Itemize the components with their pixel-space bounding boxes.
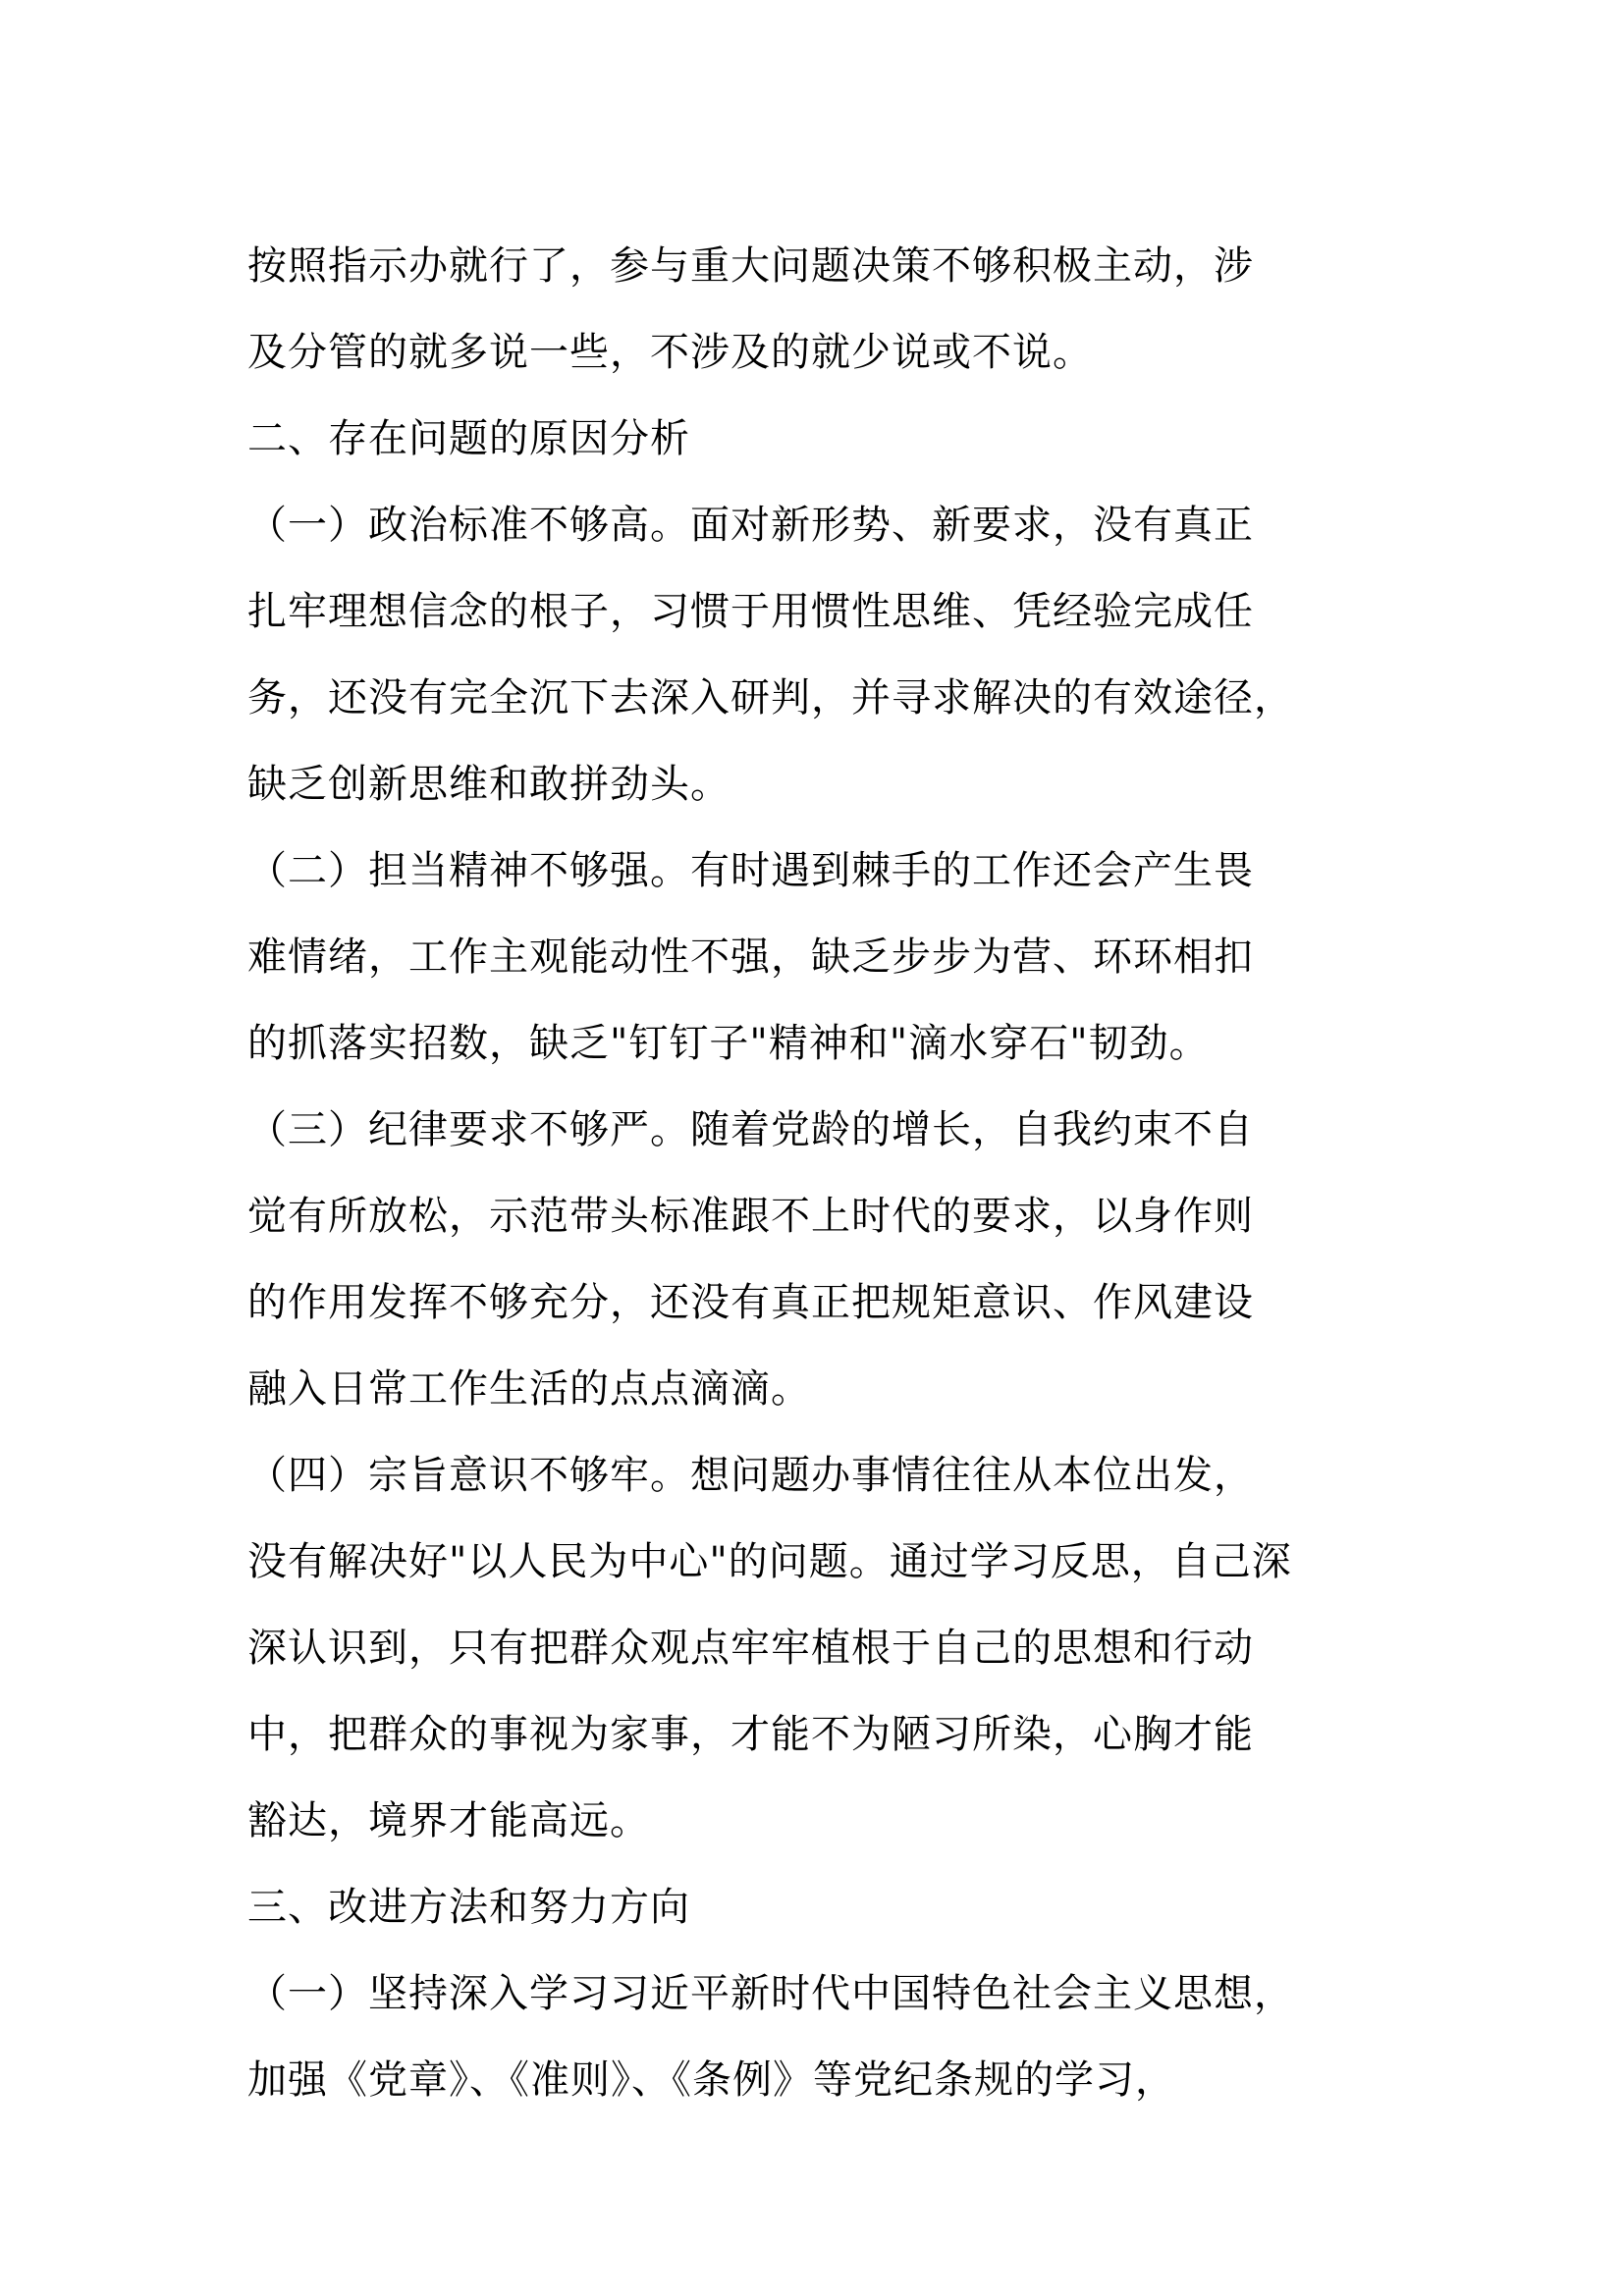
- text-line: 豁达，境界才能高远。: [247, 1798, 650, 1843]
- text-line: 难情绪，工作主观能动性不强，缺乏步步为营、环环相扣: [247, 934, 1254, 980]
- text-line: （一）坚持深入学习习近平新时代中国特色社会主义思想，: [247, 1971, 1294, 2016]
- text-line: 没有解决好"以人民为中心"的问题。通过学习反思，自己深: [247, 1539, 1292, 1584]
- text-line: 的作用发挥不够充分，还没有真正把规矩意识、作风建设: [247, 1280, 1254, 1325]
- text-line: （二）担当精神不够强。有时遇到棘手的工作还会产生畏: [247, 848, 1254, 893]
- text-line: （三）纪律要求不够严。随着党龄的增长，自我约束不自: [247, 1107, 1254, 1152]
- text-line: 融入日常工作生活的点点滴滴。: [247, 1366, 811, 1412]
- text-line: 及分管的就多说一些，不涉及的就少说或不说。: [247, 330, 1093, 375]
- text-line: 缺乏创新思维和敢拼劲头。: [247, 762, 730, 807]
- text-line: 中，把群众的事视为家事，才能不为陋习所染，心胸才能: [247, 1712, 1254, 1757]
- text-line: 深认识到，只有把群众观点牢牢植根于自己的思想和行动: [247, 1626, 1254, 1671]
- text-line: （四）宗旨意识不够牢。想问题办事情往往从本位出发，: [247, 1453, 1254, 1498]
- text-line: 的抓落实招数，缺乏"钉钉子"精神和"滴水穿石"韧劲。: [247, 1021, 1210, 1066]
- text-line: （一）政治标准不够高。面对新形势、新要求，没有真正: [247, 503, 1254, 548]
- text-line: 扎牢理想信念的根子，习惯于用惯性思维、凭经验完成任: [247, 589, 1254, 634]
- section-heading: 三、改进方法和努力方向: [247, 1885, 690, 1930]
- section-heading: 二、存在问题的原因分析: [247, 416, 690, 461]
- text-line: 按照指示办就行了，参与重大问题决策不够积极主动，涉: [247, 243, 1254, 289]
- text-line: 觉有所放松，示范带头标准跟不上时代的要求，以身作则: [247, 1194, 1254, 1239]
- text-line: 务，还没有完全沉下去深入研判，并寻求解决的有效途径，: [247, 675, 1294, 721]
- text-line: 加强《党章》、《准则》、《条例》等党纪条规的学习，: [247, 2057, 1175, 2103]
